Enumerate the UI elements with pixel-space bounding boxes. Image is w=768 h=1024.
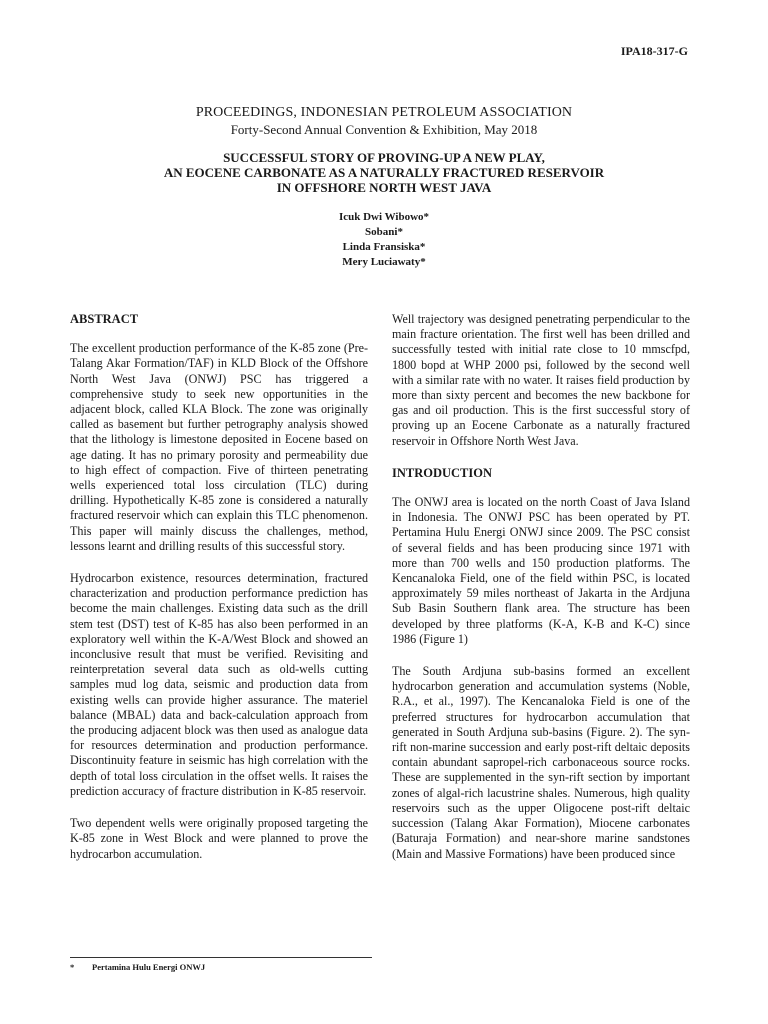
title-line-1: SUCCESSFUL STORY OF PROVING-UP A NEW PLAY, [223,150,545,165]
title-line-2: AN EOCENE CARBONATE AS A NATURALLY FRACTURED RESERVOIR [163,165,605,180]
footnote-mark: * [70,962,75,972]
author-name: Sobani* [365,226,403,238]
footnote-divider [70,957,372,958]
abstract-heading: ABSTRACT [70,312,139,326]
author-name: Linda Fransiska* [342,241,426,253]
right-column [392,312,690,879]
proceedings-title: PROCEEDINGS, INDONESIAN PETROLEUM ASSOCIATION [195,105,573,120]
title-line-3: IN OFFSHORE NORTH WEST JAVA [276,180,492,195]
abstract-paragraph-3: Two dependent wells were originally proposed targeting the K-85 zone in West Block and were planned to prove the hydrocarbon accumulation. [70,816,368,861]
convention-line: Forty-Second Annual Convention & Exhibition, May 2018 [230,122,538,137]
footnote-text: Pertamina Hulu Energi ONWJ [92,962,206,972]
abstract-paragraph-2: Hydrocarbon existence, resources determination, fractured characterization and production performance prediction has become the main challenges. Existing data such as the drill stem test (DST) test of K-85 has also been performed in an exploratory well within the K-A/West Block and showed an inconclusive result that must be verified. Revisiting and reinterpretation several data such as old-wells cutting samples mud log data, seismic and production data from existing wells can provide higher assurance. The materiel balance (MBAL) data and back-calculation approach from the producing adjacent block was then used as analogue data for resources determination and production performance. Discontinuity feature in seismic has high correlation with the depth of total loss circulation in the offset wells. It raises the prediction accuracy of fracture distribution in K-85 reservoir. [70,571,368,798]
affiliation-footnote [70,962,205,972]
author-name: Icuk Dwi Wibowo* [338,211,430,223]
proceedings-header [0,104,768,138]
introduction-heading: INTRODUCTION [392,465,493,480]
left-column [70,312,368,879]
paper-title [0,150,768,195]
author-name: Mery Luciawaty* [342,256,426,268]
abstract-paragraph-1: The excellent production performance of the K-85 zone (Pre-Talang Akar Formation/TAF) in KLD Block of the Offshore North West Java (ONWJ) PSC has triggered a comprehensive study to seek new opportunities in the adjacent block, called KLA Block. The zone was originally called as basement but further petrography analysis showed that the lithology is limestone deposited in Eocene based on age dating. It has no primary porosity and permeability due to high effect of compaction. Five of thirteen penetrating wells experienced total loss circulation (TLC) during drilling. Hypothetically K-85 zone is considered a naturally fractured reservoir which can explain this TLC phenomenon. This paper will mainly discuss the challenges, method, lessons learnt and drilling results of this successful story. [70,341,368,553]
author-list [0,210,768,270]
introduction-paragraph-1: The ONWJ area is located on the north Coast of Java Island in Indonesia. The ONWJ PSC has been operated by PT. Pertamina Hulu Energi ONWJ since 2009. The PSC consist of several fields and has been producing since 1971 with more than 700 wells and 150 production platforms. The Kencanaloka Field, one of the field within PSC, is located approximately 59 miles northeast of Jakarta in the Ardjuna Sub Basin Southern flank area. The structure has been developed by three platforms (K-A, K-B and K-C) since 1986 (Figure 1) [392,495,690,646]
abstract-continuation-paragraph: Well trajectory was designed penetrating perpendicular to the main fracture orientation. The first well has been drilled and successfully tested with initial rate close to 10 mmscfpd, 1800 bopd at WHP 2000 psi, followed by the second well with a similar rate with no water. It raises field production by more than sixty percent and becomes the new backbone for gas and oil production. This is the first successful story of proving up an Eocene Carbonate as a naturally fractured reservoir in Offshore North West Java. [392,312,690,448]
document-id: IPA18-317-G [620,44,688,58]
introduction-paragraph-2: The South Ardjuna sub-basins formed an excellent hydrocarbon generation and accumulation systems (Noble, R.A., et al., 1997). The Kencanaloka Field is one of the preferred structures for hydrocarbon accumulation that generated in South Ardjuna sub-basins (Figure. 2). The syn-rift non-marine succession and early post-rift deltaic deposits contain abundant sapropel-rich carbonaceous source rocks. These are supplemented in the syn-rift section by important zones of algal-rich lacustrine shales. Numerous, high quality reservoirs such as the upper Oligocene post-rift deltaic succession (Talang Akar Formation), Miocene carbonates (Baturaja Formation) and near-shore marine sandstones (Main and Massive Formations) have been produced since [392,664,690,861]
